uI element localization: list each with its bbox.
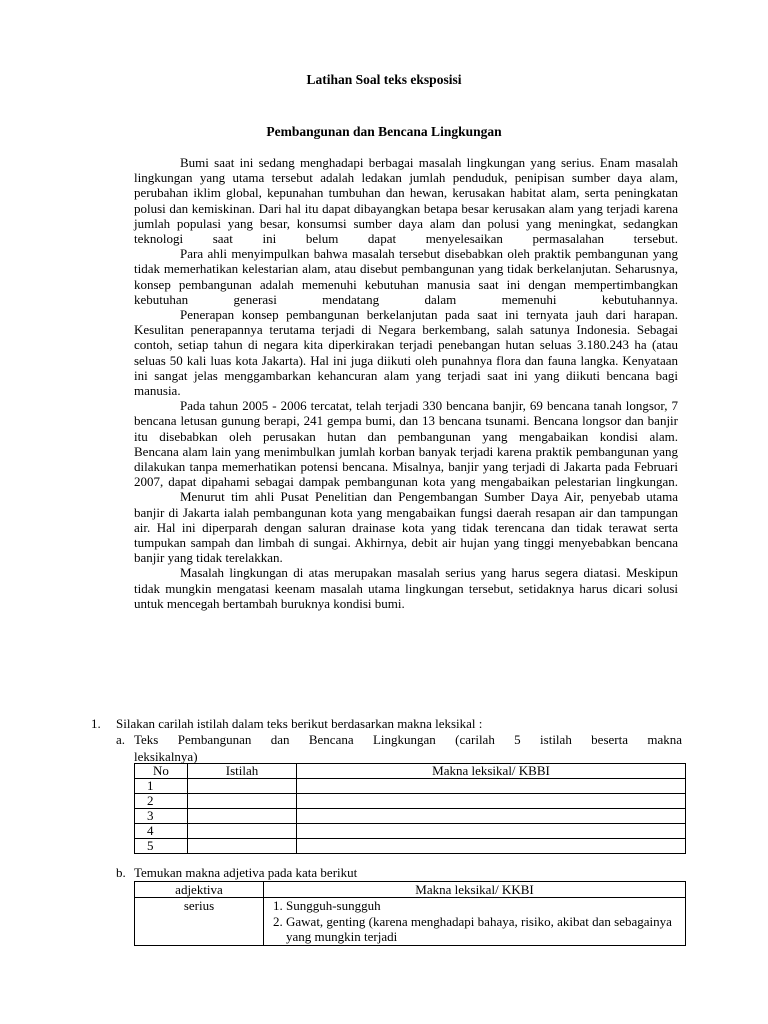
meaning-item: 1. Sungguh-sungguh xyxy=(286,898,681,914)
header-makna: Makna leksikal/ KKBI xyxy=(264,882,686,898)
table-row xyxy=(135,779,686,794)
row-number: 4 xyxy=(135,824,188,839)
question-1a-label: a. xyxy=(116,732,126,747)
row-number: 1 xyxy=(135,779,188,794)
row-number: 3 xyxy=(135,809,188,824)
table-row xyxy=(135,794,686,809)
row-number: 5 xyxy=(135,839,188,854)
header-makna: Makna leksikal/ KBBI xyxy=(297,764,686,779)
question-1a-line-1: Teks Pembangunan dan Bencana Lingkungan (carilah 5 istilah beserta makna xyxy=(134,732,682,747)
document-title: Latihan Soal teks eksposisi xyxy=(306,72,462,87)
lexical-terms-table xyxy=(134,763,686,854)
makna-cell[interactable] xyxy=(297,809,686,824)
question-1a-line-2: leksikalnya) xyxy=(134,749,198,764)
makna-cell[interactable] xyxy=(297,794,686,809)
question-1-text: Silakan carilah istilah dalam teks berikut berdasarkan makna leksikal : xyxy=(116,716,483,731)
table-row xyxy=(135,824,686,839)
istilah-cell[interactable] xyxy=(188,809,297,824)
meaning-list xyxy=(268,898,681,945)
document-subtitle: Pembangunan dan Bencana Lingkungan xyxy=(266,124,502,139)
makna-cell[interactable] xyxy=(297,824,686,839)
istilah-cell[interactable] xyxy=(188,824,297,839)
makna-cell[interactable] xyxy=(297,839,686,854)
paragraph-7: Masalah lingkungan di atas merupakan masalah serius yang harus segera diatasi. Meskipun tidak mungkin mengatasi keenam masalah utama lingkungan tersebut, setidaknya harus dicari solusi untuk mencegah bertambah buruknya kondisi bumi. xyxy=(134,565,678,611)
paragraph-6: Menurut tim ahli Pusat Penelitian dan Pengembangan Sumber Daya Air, penyebab utama banjir di Jakarta ialah pembangunan kota yang mengabaikan fungsi daerah resapan air dan tampungan air. Hal ini diperparah dengan saluran drainase kota yang tidak terencana dan tidak terawat serta tumpukan sampah dan limbah di sungai. Akhirnya, debit air hujan yang tinggi menyebabkan bencana banjir yang tidak terelakkan. xyxy=(134,489,678,566)
row-number: 2 xyxy=(135,794,188,809)
paragraph-4: Pada tahun 2005 - 2006 tercatat, telah terjadi 330 bencana banjir, 69 bencana tanah longsor, 7 bencana letusan gunung berapi, 241 gempa bumi, dan 13 bencana tsunami. Bencana longsor dan banjir itu disebabkan oleh perusakan hutan dan pembangunan yang mengabaikan kondisi alam. xyxy=(134,398,678,444)
paragraph-3: Penerapan konsep pembangunan berkelanjutan pada saat ini ternyata jauh dari harapan. Kesulitan penerapannya terutama terjadi di Negara berkembang, salah satunya Indonesia. Sebagai contoh, setiap tahun di negara kita diperkirakan terjadi penebangan hutan seluas 3.180.243 ha (atau seluas 50 kali luas kota Jakarta). Hal ini juga diikuti oleh punahnya flora dan fauna langka. Kenyataan ini sangat jelas menggambarkan kehancuran alam yang terjadi saat ini yang diikuti bencana bagi manusia. xyxy=(134,307,678,399)
question-1a-text xyxy=(134,731,682,765)
paragraph-2: Para ahli menyimpulkan bahwa masalah tersebut disebabkan oleh praktik pembangunan yang tidak memerhatikan kelestarian alam, atau disebut pembangunan yang tidak berkelanjutan. Seharusnya, konsep pembangunan adalah memenuhi kebutuhan manusia saat ini dengan mempertimbangkan kebutuhan generasi mendatang dalam memenuhi kebutuhannya. xyxy=(134,246,678,307)
istilah-cell[interactable] xyxy=(188,794,297,809)
makna-cell[interactable] xyxy=(297,779,686,794)
table-header-row xyxy=(135,882,686,898)
table-row xyxy=(135,839,686,854)
meaning-item: 2. Gawat, genting (karena menghadapi bahaya, risiko, akibat dan sebagainya yang mungkin terjadi xyxy=(286,914,681,945)
header-no: No xyxy=(135,764,188,779)
document-body xyxy=(134,155,678,611)
table-header-row xyxy=(135,764,686,779)
header-istilah: Istilah xyxy=(188,764,297,779)
istilah-cell[interactable] xyxy=(188,839,297,854)
question-1-number: 1. xyxy=(91,716,101,731)
meaning-cell xyxy=(264,898,686,946)
question-1b-text: Temukan makna adjetiva pada kata berikut xyxy=(134,865,358,880)
question-1b-label: b. xyxy=(116,865,126,880)
adjective-meaning-table xyxy=(134,881,686,946)
paragraph-1: Bumi saat ini sedang menghadapi berbagai masalah lingkungan yang serius. Enam masalah lingkungan yang utama tersebut adalah ledakan jumlah penduduk, penipisan sumber daya alam, perubahan iklim global, kepunahan tumbuhan dan hewan, kerusakan habitat alam, serta peningkatan polusi dan kemiskinan. Dari hal itu dapat dibayangkan betapa besar kerusakan alam yang terjadi karena jumlah populasi yang besar, konsumsi sumber daya alam dan polusi yang meningkat, sedangkan teknologi saat ini belum dapat menyelesaikan permasalahan tersebut. xyxy=(134,155,678,247)
table-row xyxy=(135,898,686,946)
adjective-word: serius xyxy=(135,898,264,946)
istilah-cell[interactable] xyxy=(188,779,297,794)
header-adjektiva: adjektiva xyxy=(135,882,264,898)
table-row xyxy=(135,809,686,824)
paragraph-5: Bencana alam lain yang menimbulkan jumlah korban banyak terjadi karena praktik pembangunan yang dilakukan tanpa memerhatikan potensi bencana. Misalnya, banjir yang terjadi di Jakarta pada Februari 2007, dapat dipahami sebagai dampak pembangunan kota yang mengabaikan pelestarian lingkungan. xyxy=(134,443,678,490)
